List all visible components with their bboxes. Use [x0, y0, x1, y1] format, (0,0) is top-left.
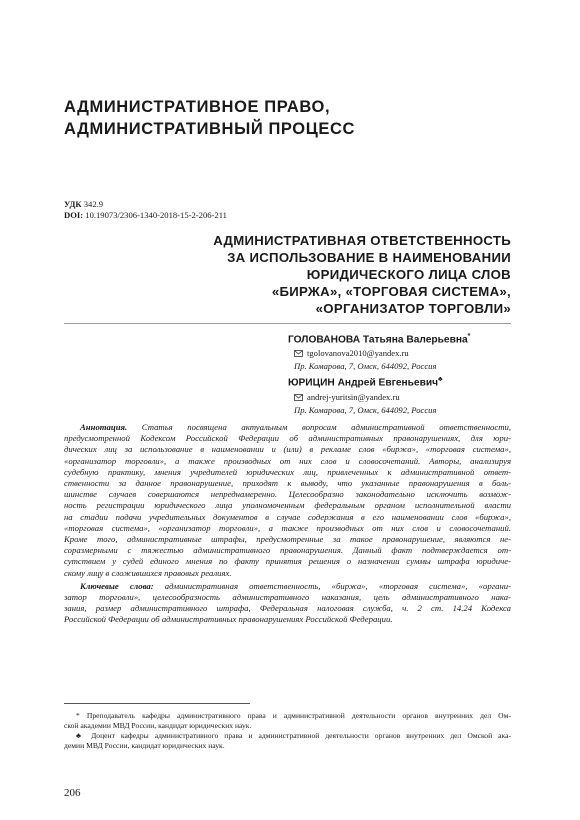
author-address: Пр. Комарова, 7, Омск, 644092, Россия — [294, 404, 437, 415]
footnote-line: * Преподаватель кафедры административного права и административной деятельности органов внутренних дел Ом- — [76, 711, 511, 720]
abstract-line: ственности за данное правонарушение, приходят к выводу, что указанные правонарушения в боль- — [64, 478, 511, 489]
footnote-line: ♣ Доцент кафедры административного права и административной деятельности органов внутренних дел Омской ака- — [76, 731, 511, 740]
author-address: Пр. Комарова, 7, Омск, 644092, Россия — [294, 361, 437, 372]
section-title-line: АДМИНИСТРАТИВНОЕ ПРАВО, — [64, 98, 331, 116]
article-title — [71, 232, 511, 317]
section-title — [64, 96, 355, 140]
footnote-line: демии МВД России, кандидат юридических наук. — [64, 741, 225, 750]
doi-value: 10.19073/2306-1340-2018-15-2-206-211 — [85, 210, 227, 220]
page-number: 206 — [64, 787, 81, 799]
abstract-line: ность регистрации юридического лица уполномоченным федеральным органом исполнительной власти — [64, 500, 511, 511]
keywords-line: зания, размер административного штрафа, Федеральная налоговая служба, ч. 2 ст. 14.24 Кодекса — [64, 603, 511, 614]
envelope-icon — [294, 394, 303, 401]
abstract-line: соразмерными с тяжестью административного правонарушения. Данный факт подтверждается от- — [64, 545, 511, 556]
abstract-heading: Аннотация. — [80, 422, 128, 432]
abstract-line: сутствием у судей единого мнения по факту принятия решения о назначении суммы штрафа юридиче- — [64, 556, 511, 567]
article-title-line: «ОРГАНИЗАТОР ТОРГОВЛИ» — [315, 301, 511, 316]
envelope-icon — [294, 350, 303, 357]
abstract-line: на стадии подачи учредительных документов в случае содержания в его наименовании слов «биржа», — [64, 511, 511, 522]
authors-block — [288, 330, 518, 417]
article-title-line: «БИРЖА», «ТОРГОВАЯ СИСТЕМА», — [271, 284, 511, 299]
section-title-line: АДМИНИСТРАТИВНЫЙ ПРОЦЕСС — [64, 120, 356, 138]
footnote-mark: ♣ — [76, 731, 86, 740]
abstract-line: предусмотренной Кодексом Российской Федерации об административных правонарушениях, для юри- — [64, 433, 511, 444]
keywords-line: Ключевые слова: административная ответственность, «биржа», «торговая система», «органи- — [80, 580, 511, 591]
author-name: ГОЛОВАНОВА Татьяна Валерьевна* — [288, 333, 471, 346]
author-footnote-mark: ♣ — [438, 376, 443, 384]
keywords-line: затор торговли», целесообразность административного наказания, цель административного нака- — [64, 592, 511, 603]
footnote-divider — [64, 703, 250, 704]
abstract-block — [64, 422, 511, 626]
footnotes — [64, 711, 511, 751]
footnote-mark: * — [76, 711, 80, 720]
abstract-line: «торговая система», «организатор торговли», а также производных от них слов и словосочетаний. — [64, 522, 511, 533]
article-title-line: АДМИНИСТРАТИВНАЯ ОТВЕТСТВЕННОСТЬ — [213, 233, 511, 248]
article-title-line: ЮРИДИЧЕСКОГО ЛИЦА СЛОВ — [306, 267, 511, 282]
doi-label: DOI: — [64, 210, 84, 220]
doi-line — [64, 210, 227, 221]
abstract-line: «организатор торговли», а также производных от них слов и словосочетаний. Авторы, анализируя — [64, 455, 511, 466]
abstract-line: шинстве случаев совершаются непреднамеренно. Целесообразно законодательно исключить возмож- — [64, 489, 511, 500]
abstract-line: Кроме того, административные штрафы, предусмотренные за такое правонарушение, являются не- — [64, 534, 511, 545]
abstract-line: Аннотация. Статья посвящена актуальным вопросам административной ответственности, — [80, 422, 511, 432]
article-title-line: ЗА ИСПОЛЬЗОВАНИЕ В НАИМЕНОВАНИИ — [227, 250, 511, 265]
abstract-line: скому лицу в сложившихся правовых реалиях. — [64, 567, 232, 578]
author-email[interactable]: andrej-yuritsin@yandex.ru — [288, 391, 518, 404]
udk-label: УДК — [64, 199, 82, 209]
author-email[interactable]: tgolovanova2010@yandex.ru — [288, 347, 518, 360]
udk-line — [64, 199, 227, 210]
footnote-line: ской академии МВД России, кандидат юридических наук. — [64, 721, 252, 730]
author-footnote-mark: * — [467, 333, 471, 340]
author-name: ЮРИЦИН Андрей Евгеньевич♣ — [288, 376, 443, 389]
article-meta — [64, 199, 227, 221]
udk-value: 342.9 — [83, 199, 104, 209]
abstract-line: судебную практику, мнения учредителей юридических лиц, привлеченных к административной ответ- — [64, 466, 511, 477]
keywords-line: Российской Федерации об административных правонарушениях Российской Федерации. — [64, 614, 393, 625]
keywords-heading: Ключевые слова: — [80, 580, 154, 591]
abstract-line: дических лиц за использование в наименовании и (или) в рекламе слов «биржа», «торговая система», — [64, 444, 511, 455]
title-divider — [64, 323, 511, 324]
